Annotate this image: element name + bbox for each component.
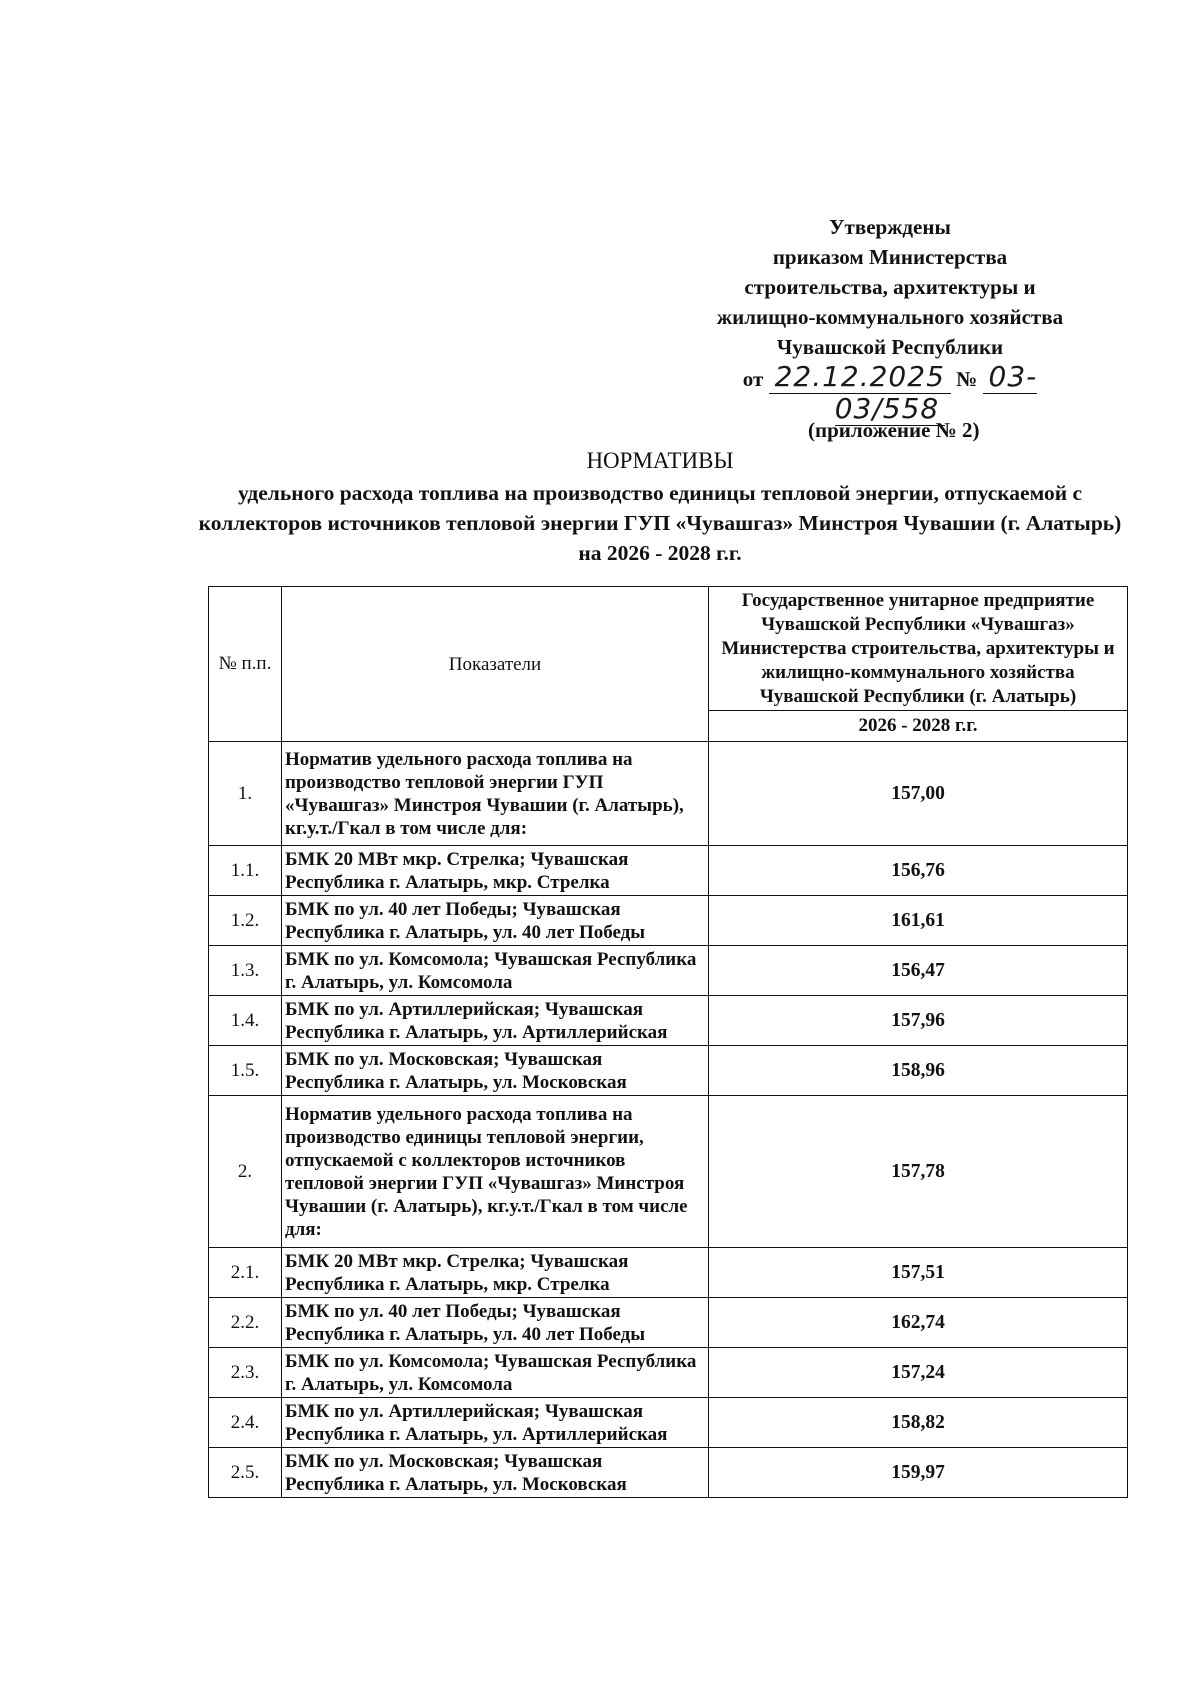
header-num: № п.п. [209, 587, 282, 742]
row-value: 162,74 [709, 1298, 1128, 1348]
row-num: 1.4. [209, 996, 282, 1046]
row-num: 2.2. [209, 1298, 282, 1348]
row-value: 157,51 [709, 1248, 1128, 1298]
table-row [209, 1248, 1128, 1298]
table-row [209, 946, 1128, 996]
table-row [209, 1398, 1128, 1448]
row-num: 1.2. [209, 896, 282, 946]
approval-block [690, 212, 1090, 426]
row-indicator: БМК по ул. Московская; Чувашская Республика г. Алатырь, ул. Московская [282, 1046, 709, 1096]
header-indicator: Показатели [282, 587, 709, 742]
row-value: 157,96 [709, 996, 1128, 1046]
approval-line: жилищно-коммунального хозяйства [716, 305, 1064, 329]
row-indicator: БМК 20 МВт мкр. Стрелка; Чувашская Республика г. Алатырь, мкр. Стрелка [282, 846, 709, 896]
row-indicator: БМК по ул. Артиллерийская; Чувашская Республика г. Алатырь, ул. Артиллерийская [282, 1398, 709, 1448]
title-subtitle: удельного расхода топлива на производство единицы тепловой энергии, отпускаемой с коллекторов источников тепловой энергии ГУП «Чувашгаз» Минстроя Чувашии (г. Алатырь) на 2026 - 2028 г.г. [198, 481, 1122, 565]
row-value: 158,82 [709, 1398, 1128, 1448]
table-row [209, 1096, 1128, 1248]
title-heading: НОРМАТИВЫ [586, 448, 734, 473]
row-indicator: Норматив удельного расхода топлива на производство тепловой энергии ГУП «Чувашгаз» Минстроя Чувашии (г. Алатырь), кг.у.т./Гкал в том числе для: [282, 742, 709, 846]
row-value: 159,97 [709, 1448, 1128, 1498]
table-row [209, 896, 1128, 946]
row-num: 1. [209, 742, 282, 846]
order-reference [690, 362, 1090, 426]
row-value: 157,00 [709, 742, 1128, 846]
row-indicator: БМК по ул. 40 лет Победы; Чувашская Республика г. Алатырь, ул. 40 лет Победы [282, 1298, 709, 1348]
row-num: 1.3. [209, 946, 282, 996]
table-row [209, 846, 1128, 896]
approval-line: Чувашской Республики [776, 335, 1004, 359]
row-indicator: БМК по ул. Артиллерийская; Чувашская Республика г. Алатырь, ул. Артиллерийская [282, 996, 709, 1046]
row-value: 158,96 [709, 1046, 1128, 1096]
row-value: 157,78 [709, 1096, 1128, 1248]
row-num: 1.5. [209, 1046, 282, 1096]
row-num: 2.4. [209, 1398, 282, 1448]
row-num: 1.1. [209, 846, 282, 896]
row-indicator: БМК по ул. Московская; Чувашская Республика г. Алатырь, ул. Московская [282, 1448, 709, 1498]
table-row [209, 996, 1128, 1046]
row-value: 157,24 [709, 1348, 1128, 1398]
approval-line: приказом Министерства [772, 245, 1008, 269]
handwritten-date: 22.12.2025 [769, 360, 951, 394]
row-num: 2.3. [209, 1348, 282, 1398]
handwritten-number: 03-03/558 [834, 360, 1038, 425]
table-row [209, 1046, 1128, 1096]
row-num: 2.1. [209, 1248, 282, 1298]
row-value: 156,76 [709, 846, 1128, 896]
row-indicator: БМК по ул. Комсомола; Чувашская Республика г. Алатырь, ул. Комсомола [282, 1348, 709, 1398]
row-indicator: БМК 20 МВт мкр. Стрелка; Чувашская Республика г. Алатырь, мкр. Стрелка [282, 1248, 709, 1298]
header-period: 2026 - 2028 г.г. [709, 711, 1128, 742]
norms-table [208, 586, 1128, 1498]
row-indicator: БМК по ул. Комсомола; Чувашская Республика г. Алатырь, ул. Комсомола [282, 946, 709, 996]
row-indicator: Норматив удельного расхода топлива на производство единицы тепловой энергии, отпускаемой с коллекторов источников тепловой энергии ГУП «Чувашгаз» Минстроя Чувашии (г. Алатырь), кг.у.т./Гкал в том числе для: [282, 1096, 709, 1248]
row-indicator: БМК по ул. 40 лет Победы; Чувашская Республика г. Алатырь, ул. 40 лет Победы [282, 896, 709, 946]
table-row [209, 1348, 1128, 1398]
from-label: от [742, 367, 764, 391]
row-value: 156,47 [709, 946, 1128, 996]
approval-line: Утверждены [829, 215, 951, 239]
table-row [209, 742, 1128, 846]
number-label: № [956, 367, 978, 391]
header-organization: Государственное унитарное предприятие Чувашской Республики «Чувашгаз» Министерства строительства, архитектуры и жилищно-коммунального хозяйства Чувашской Республики (г. Алатырь) [709, 587, 1128, 711]
table-row [209, 1298, 1128, 1348]
table-row [209, 1448, 1128, 1498]
appendix-label: (приложение № 2) [808, 418, 980, 442]
row-value: 161,61 [709, 896, 1128, 946]
approval-line: строительства, архитектуры и [744, 275, 1036, 299]
document-title [190, 446, 1130, 568]
row-num: 2. [209, 1096, 282, 1248]
row-num: 2.5. [209, 1448, 282, 1498]
